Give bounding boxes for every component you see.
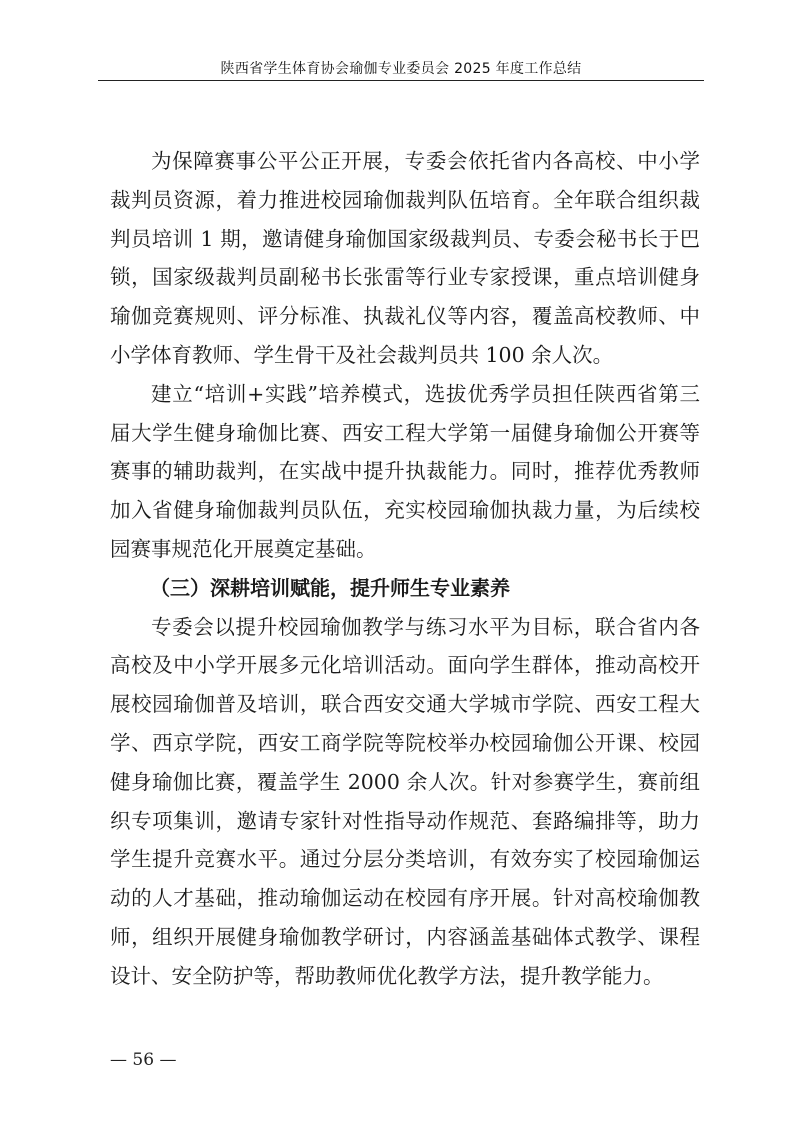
paragraph-referee-training: 为保障赛事公平公正开展，专委会依托省内各高校、中小学裁判员资源，着力推进校园瑜伽裁判队伍培育。全年联合组织裁判员培训 1 期，邀请健身瑜伽国家级裁判员、专委会秘书长于巴锁，国家级裁判员副秘书长张雷等行业专家授课，重点培训健身瑜伽竞赛规则、评分标准、执裁礼仪等内容，覆盖高校教师、中小学体育教师、学生骨干及社会裁判员共 100 余人次。 (110, 149, 700, 367)
running-header: 陕西省学生体育协会瑜伽专业委员会 2025 年度工作总结 (220, 61, 582, 77)
paragraph-training-practice-model: 建立“培训+实践”培养模式，选拔优秀学员担任陕西省第三届大学生健身瑜伽比赛、西安工程大学第一届健身瑜伽公开赛等赛事的辅助裁判，在实战中提升执裁能力。同时，推荐优秀教师加入省健身瑜伽裁判员队伍，充实校园瑜伽执裁力量，为后续校园赛事规范化开展奠定基础。 (110, 381, 700, 561)
section-heading: （三）深耕培训赋能，提升师生专业素养 (150, 575, 510, 600)
paragraph-teacher-student-training: 专委会以提升校园瑜伽教学与练习水平为目标，联合省内各高校及中小学开展多元化培训活动。面向学生群体，推动高校开展校园瑜伽普及培训，联合西安交通大学城市学院、西安工程大学、西京学院，西安工商学院等院校举办校园瑜伽公开课、校园健身瑜伽比赛，覆盖学生 2000 余人次。针对参赛学生，赛前组织专项集训，邀请专家针对性指导动作规范、套路编排等，助力学生提升竞赛水平。通过分层分类培训，有效夯实了校园瑜伽运动的人才基础，推动瑜伽运动在校园有序开展。针对高校瑜伽教师，组织开展健身瑜伽教学研讨，内容涵盖基础体式教学、课程设计、安全防护等，帮助教师优化教学方法，提升教学能力。 (110, 614, 700, 988)
page-number: — 56 — (110, 1050, 177, 1070)
header-rule (98, 80, 704, 81)
body-text (110, 142, 700, 996)
